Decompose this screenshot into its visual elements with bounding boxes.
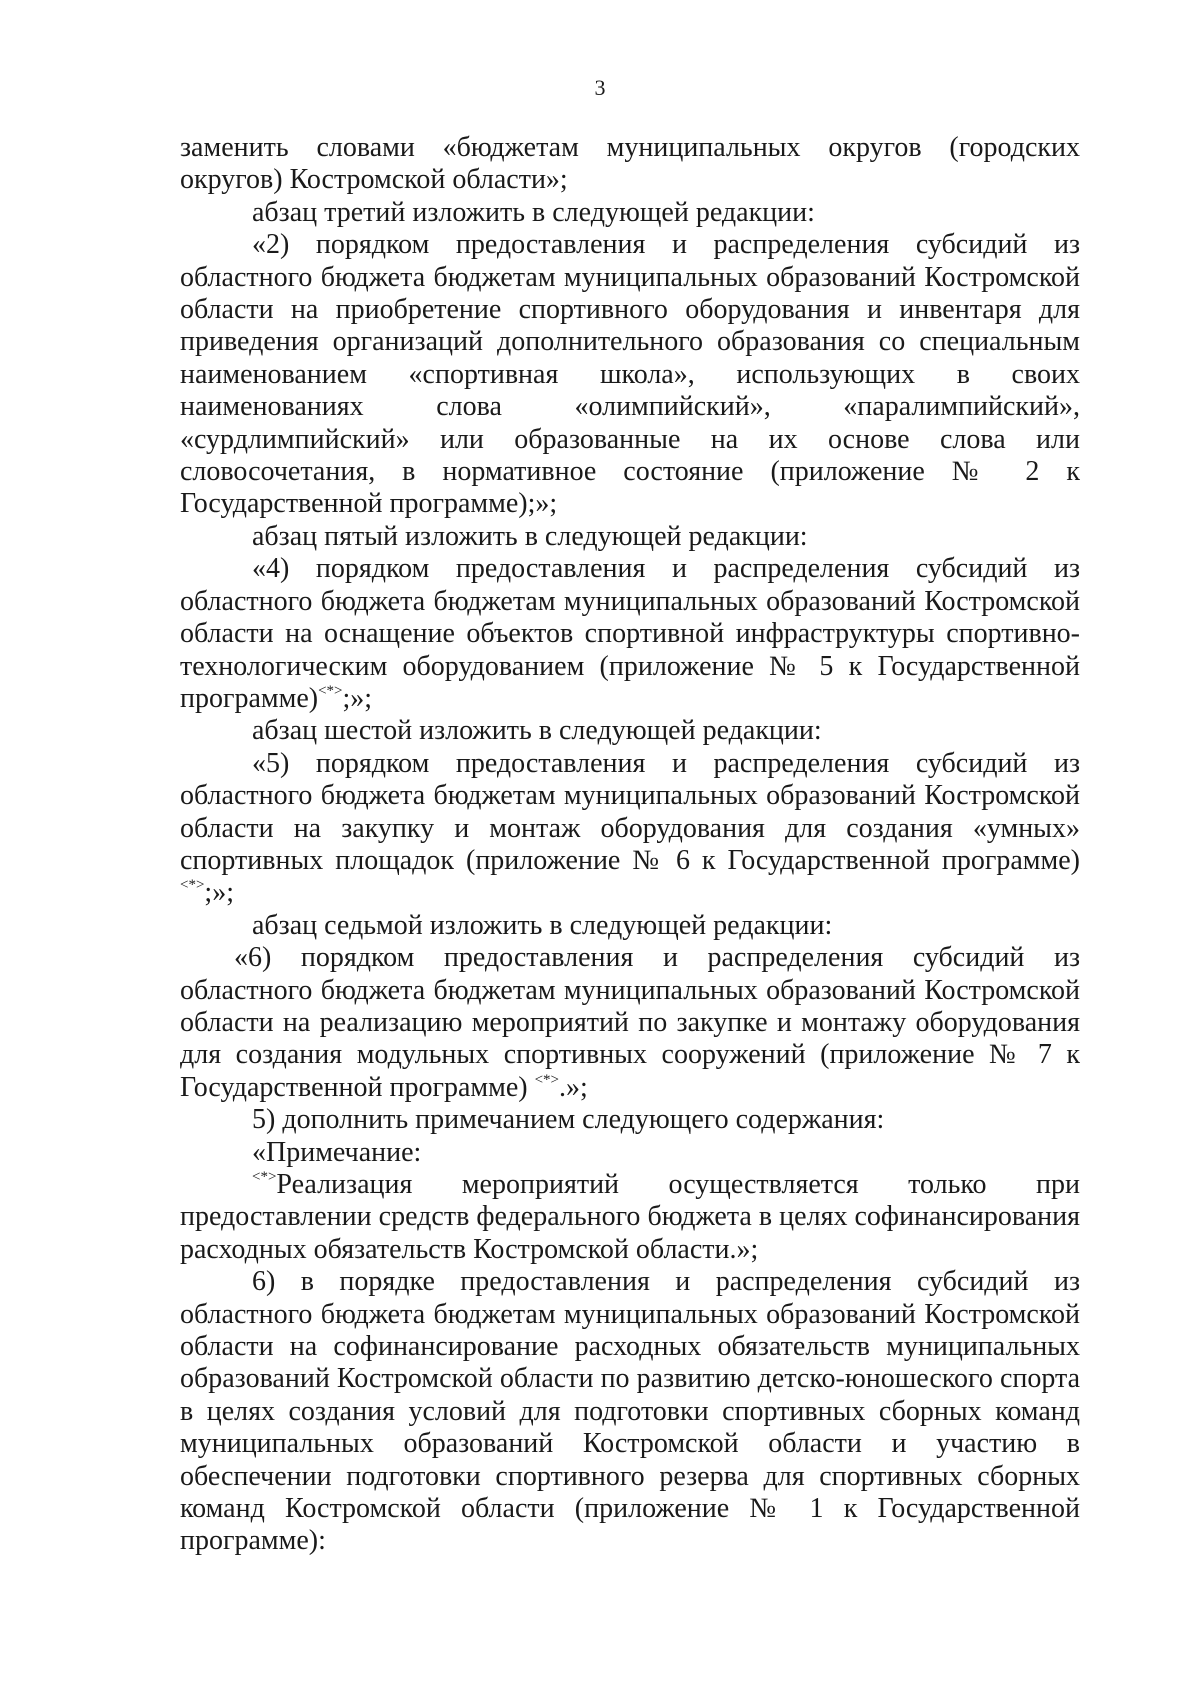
paragraph-instruction-third: абзац третий изложить в следующей редакции: bbox=[252, 196, 815, 228]
paragraph-note-heading: «Примечание: bbox=[252, 1136, 422, 1168]
document-body bbox=[180, 132, 1080, 1558]
paragraph-item-5: «5) порядком предоставления и распределения субсидий из областного бюджета бюджетам муниципальных образований Костромской области на закупку и монтаж оборудования для создания «умных» спортивных площадок (приложение № 6 к Государственной программе)<*>;»; bbox=[180, 747, 1080, 909]
footnote-mark: <*> bbox=[252, 1169, 277, 1185]
paragraph-item-4: «4) порядком предоставления и распределения субсидий из областного бюджета бюджетам муниципальных образований Костромской области на оснащение объектов спортивной инфраструктуры спортивно-технологическим оборудованием (приложение № 5 к Государственной программе)<*>;»; bbox=[180, 553, 1080, 714]
paragraph-instruction-fifth: абзац пятый изложить в следующей редакции: bbox=[252, 520, 808, 552]
paragraph-item-6: «6) порядком предоставления и распределения субсидий из областного бюджета бюджетам муниципальных образований Костромской области на реализацию мероприятий по закупке и монтажу оборудования для создания модульных спортивных сооружений (приложение № 7 к Государственной программе) <*>.»; bbox=[180, 942, 1080, 1103]
paragraph-instruction-sixth: абзац шестой изложить в следующей редакции: bbox=[252, 715, 822, 747]
page-number: 3 bbox=[594, 75, 606, 100]
paragraph-amendment-6: 6) в порядке предоставления и распределения субсидий из областного бюджета бюджетам муниципальных образований Костромской области на софинансирование расходных обязательств муниципальных образований Костромской области по развитию детско-юношеского спорта в целях создания условий для подготовки спортивных сборных команд муниципальных образований Костромской области и участию в обеспечении подготовки спортивного резерва для спортивных сборных команд Костромской области (приложение № 1 к Государственной программе): bbox=[180, 1266, 1080, 1557]
paragraph-note-text: <*>Реализация мероприятий осуществляется только при предоставлении средств федерального бюджета в целях софинансирования расходных обязательств Костромской области.»; bbox=[180, 1169, 1080, 1265]
paragraph-instruction-seventh: абзац седьмой изложить в следующей редакции: bbox=[252, 909, 833, 941]
paragraph-continuation: заменить словами «бюджетам муниципальных округов (городских округов) Костромской области»; bbox=[180, 132, 1080, 196]
footnote-mark: <*> bbox=[180, 877, 205, 894]
footnote-mark: <*> bbox=[534, 1071, 560, 1088]
paragraph-amendment-5: 5) дополнить примечанием следующего содержания: bbox=[252, 1104, 885, 1136]
footnote-mark: <*> bbox=[318, 682, 343, 699]
paragraph-item-2: «2) порядком предоставления и распределения субсидий из областного бюджета бюджетам муниципальных образований Костромской области на приобретение спортивного оборудования и инвентаря для приведения организаций дополнительного образования со специальным наименованием «спортивная школа», использующих в своих наименованиях слова «олимпийский», «паралимпийский», «сурдлимпийский» или образованные на их основе слова или словосочетания, в нормативное состояние (приложение № 2 к Государственной программе);»; bbox=[180, 229, 1080, 520]
